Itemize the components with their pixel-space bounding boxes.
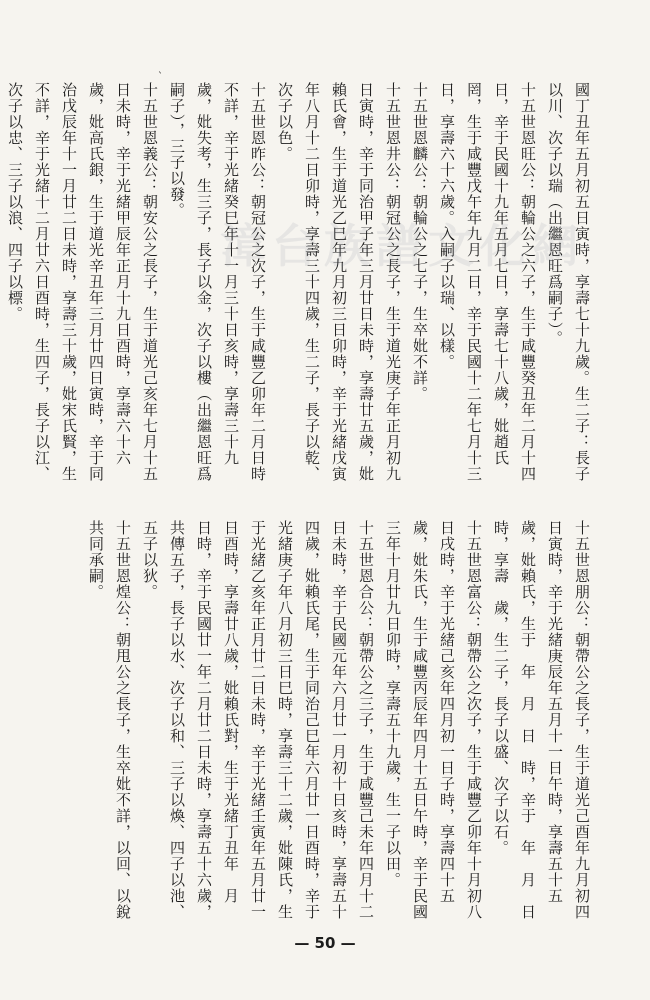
text-column: 十五世恩昨公：朝冠公之次子，生于咸豐乙卯年二月日時不詳，辛于光緒癸巳年十一月三十日亥時，享壽三十九歲，妣失考，生三子，長子以金，次子以樓（出繼恩旺爲嗣子），三子以發。 [168,82,267,482]
text-column: 十五世恩富公：朝帶公之次子，生于咸豐乙卯年十月初八日戌時，辛于光緒己亥年四月初一日子時，享壽四十五歲，妣朱氏，生于咸豐丙辰年四月十五日午時，辛于民國三年十月廿九日卯時，享壽五十九歲，生一子以田。 [384,520,483,920]
text-column [0,82,1,494]
text-column: 十五世恩合公：朝帶公之三子，生于咸豐己未年四月十二日未時，辛于民國元年六月廿一月初十日亥時，享壽五十四歲，妣賴氏尾，生于同治己巳年六月廿一日酉時，辛于光緒庚子年八月初三日巳時，享壽三十二歲，妣陳氏，生于光緒乙亥年正月廿二日未時，辛于光緒壬寅年五月廿一日酉時，享壽廿八歲，妣賴氏對，生于光緒丁丑年 月 日時，辛于民國廿一年二月廿二日未時，享壽五十六歲，共傳五子，長子以水、次子以和、三子以煥、四子以池、五子以狄。 [141,520,375,920]
text-column: 十五世恩旺公：朝輪公之六子，生于咸豐癸丑年二月十四日，辛于民國十九年五月七日，享壽七十八歲，妣趙氏罔，生于咸豐戊午年九月二日，辛于民國十二年七月十三日，享壽六十六歲。入嗣子以瑞、以樣。 [438,82,537,482]
text-column: 十五世恩井公：朝冠公之長子，生于道光庚子年正月初九日寅時，辛于同治甲子年三月廿日未時，享壽廿五歲，妣賴氏會，生于道光乙巳年九月初三日卯時，辛于光緒戊寅年八月十二日卯時，享壽三十四歲，生二子，長子以乾、次子以色。 [276,82,402,482]
text-column: 國丁丑年五月初五日寅時，享壽七十九歲。生二子：長子以川、次子以瑞（出繼恩旺爲嗣子）。 [546,82,591,482]
page-number: — 50 — [294,934,356,952]
top-text-block [6,82,595,494]
text-column: 十五世恩麟公：朝輪公之七子，生卒妣不詳。 [411,82,429,402]
text-column: 十五世恩煌公：朝甩公之長子，生卒妣不詳，以回、以銳共同承嗣。 [87,520,132,920]
watermark: 漳台族譜文化網 [220,219,584,273]
text-column: 十五世恩義公：朝安公之長子，生于道光己亥年七月十五日未時，辛于光緒甲辰年正月十九日酉時，享壽六十六歲，妣高氏銀，生于道光辛丑年三月廿四日寅時，辛于同治戊辰年十一月廿二日未時，享壽三十歲，妣宋氏賢，生不詳，辛于光緒十二月廿六日酉時，生四子，長子以江、次子以忠、三子以浪、四子以標。 [6,82,159,482]
ink-mark: ˋ [158,72,163,83]
bottom-text-block [17,520,595,936]
text-column: 十五世恩朋公：朝帶公之長子，生于道光己酉年九月初四日寅時，辛于光緒庚辰年五月十一日午時，享壽五十五歲，妣賴氏，生于 年 月 日 時，辛于 年 月 日 時，享壽 歲，生二子，長子以盛、次子以石。 [492,520,591,936]
